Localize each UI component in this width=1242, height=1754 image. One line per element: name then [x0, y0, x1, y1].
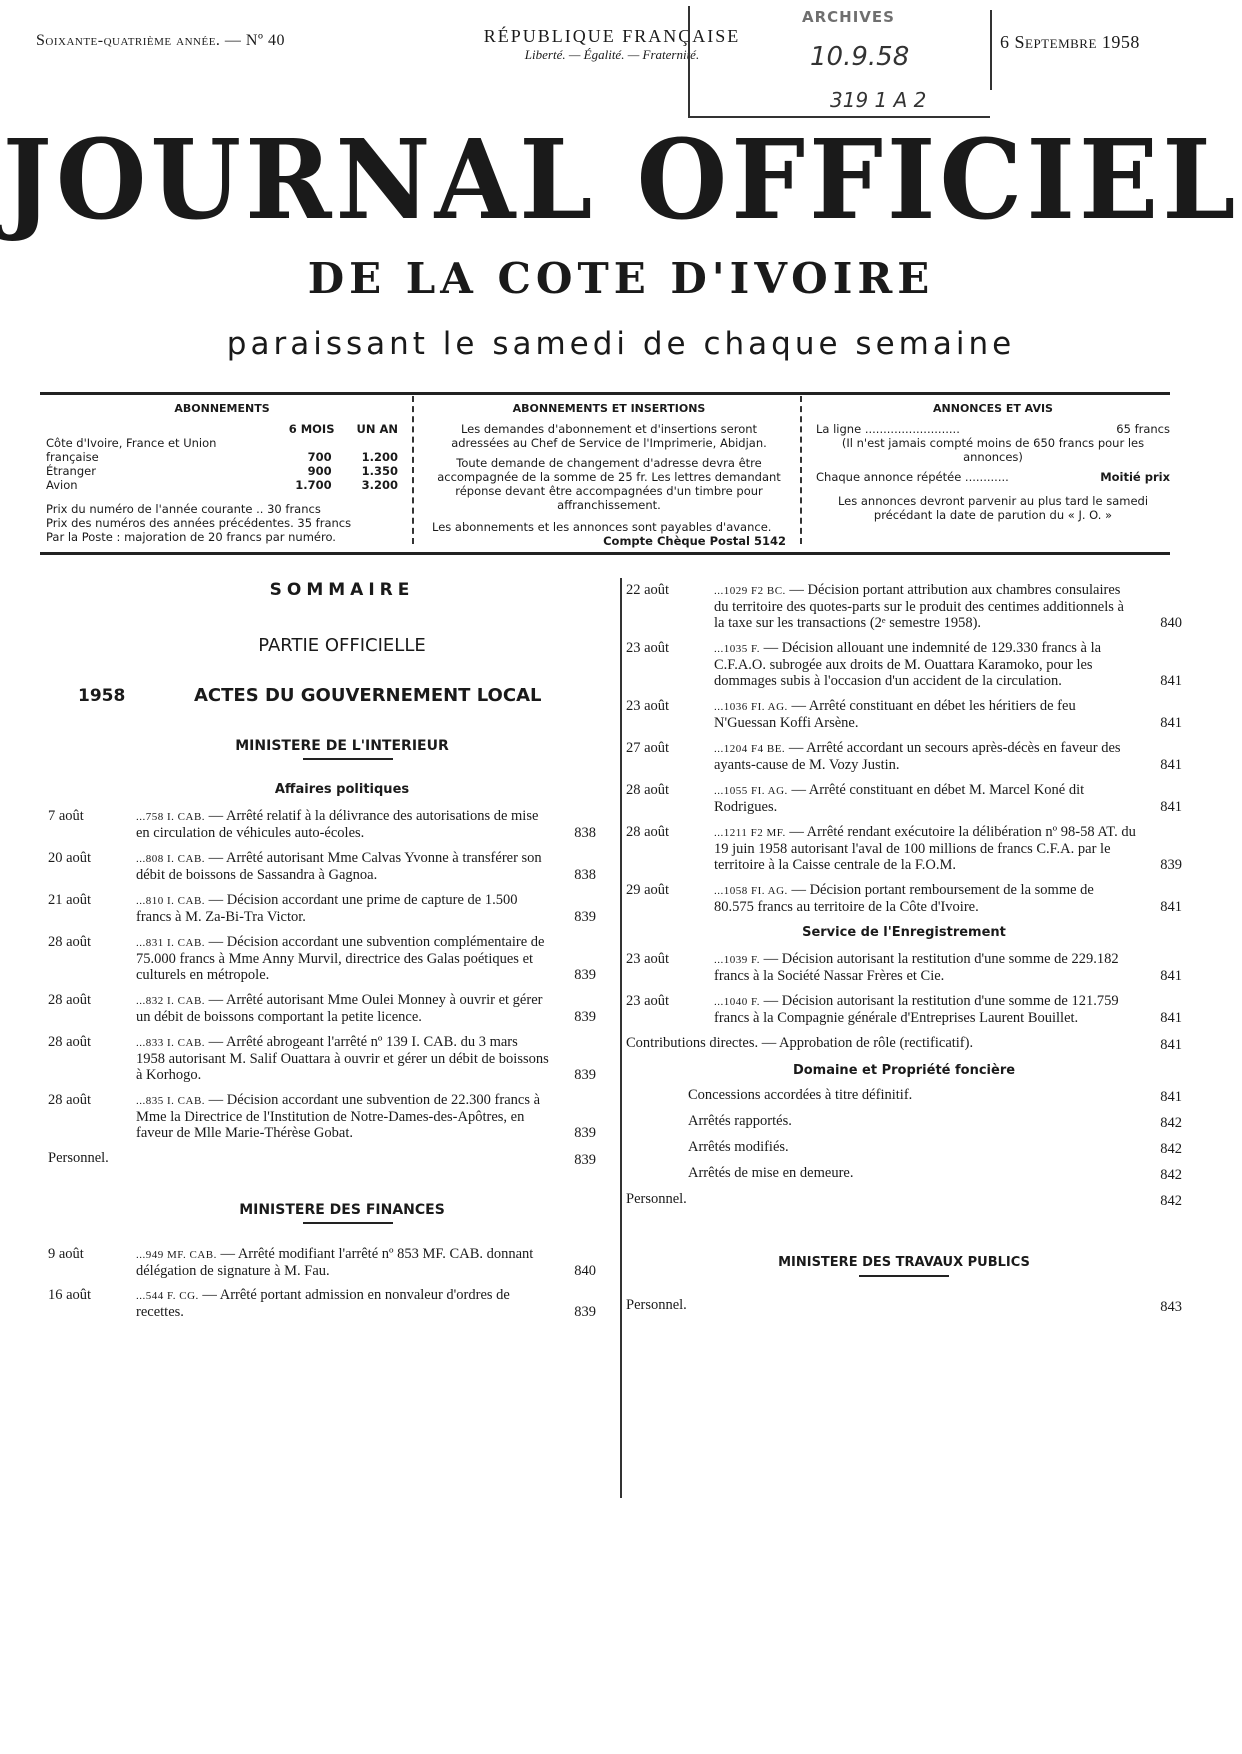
contributions-page: 841 [1160, 1037, 1182, 1053]
annonce-minimum: (Il n'est jamais compté moins de 650 francs pour les annonces) [841, 436, 1145, 464]
entry-date: 16 août [48, 1287, 92, 1303]
entry-reference: ...1035 F. [714, 643, 760, 655]
entry-text [136, 1246, 550, 1279]
entry-description: — Arrêté accordant un secours après-décès en faveur des ayants-cause de M. Vozy Justin. [714, 740, 1121, 773]
ministere-interieur: MINISTERE DE L'INTERIEUR [235, 738, 449, 754]
rate-one-year: 1.350 [361, 464, 398, 478]
republic-motto: Liberté. — Égalité. — Fraternité. [524, 47, 700, 62]
annonce-line-rate [816, 422, 1170, 436]
line-rate-value: 65 francs [1116, 422, 1170, 436]
entry-description: — Décision autorisant la restitution d'une somme de 121.759 francs à la Compagnie générale d'Entreprises Laurent Bouillet. [714, 993, 1119, 1026]
entry-reference: ...832 I. CAB. [136, 995, 206, 1007]
right-column [626, 582, 1182, 1315]
section-rule [303, 1222, 393, 1224]
entry-page: 839 [574, 909, 596, 925]
entry-date: 20 août [48, 850, 92, 866]
sommaire-entry [48, 850, 596, 883]
entry-reference: ...1029 F2 BC. [714, 585, 786, 597]
entry-description: — Arrêté modifiant l'arrêté nº 853 MF. CAB. donnant délégation de signature à M. Fau. [136, 1246, 534, 1279]
republic-name: RÉPUBLIQUE FRANÇAISE [483, 26, 741, 46]
sommaire-entry [48, 934, 596, 983]
entry-page: 838 [574, 867, 596, 883]
entry-page: 841 [1160, 799, 1182, 815]
sommaire-entry [48, 1246, 596, 1279]
domaine-page: 842 [1160, 1115, 1182, 1131]
sommaire-entry [48, 1034, 596, 1083]
entry-reference: ...1040 F. [714, 996, 760, 1008]
entry-reference: ...758 I. CAB. [136, 811, 206, 823]
entry-text [714, 740, 1136, 773]
entry-text [714, 951, 1136, 984]
sommaire-entry [626, 824, 1182, 873]
contributions-label: Contributions directes. — Approbation de rôle (rectificatif). [626, 1035, 974, 1051]
column-separator [620, 578, 622, 1498]
entry-date: 28 août [48, 934, 92, 950]
entry-description: — Arrêté relatif à la délivrance des autorisations de mise en circulation de véhicules auto-écoles. [136, 808, 539, 841]
rate-one-year: 3.200 [361, 478, 398, 492]
entry-description: — Arrêté autorisant Mme Oulei Monney à ouvrir et gérer un débit de boissons comportant la petite licence. [136, 992, 543, 1025]
entry-description: — Décision allouant une indemnité de 129.330 francs à la C.F.A.O. subrogée aux droits de M. Ouattara Karamoko, pour les dommages subis à l'occasion d'un accident de la circulation. [714, 640, 1102, 689]
domaine-item [626, 1113, 1182, 1131]
personnel-label: Personnel. [626, 1297, 687, 1313]
domaine-page: 842 [1160, 1141, 1182, 1157]
entry-text [714, 582, 1136, 631]
entry-description: — Arrêté rendant exécutoire la délibération nº 98-58 AT. du 19 juin 1958 autorisant l'aval de 100 millions de francs C.F.A. par le territoire à la Caisse centrale de la F.O.M. [714, 824, 1136, 873]
journal-frequency: paraissant le samedi de chaque semaine [226, 326, 1016, 362]
entry-page: 841 [1160, 673, 1182, 689]
rate-label: Étranger [46, 464, 96, 478]
insertions-heading: ABONNEMENTS ET INSERTIONS [512, 402, 706, 415]
insertions-payment: Les abonnements et les annonces sont payables d'avance. [432, 520, 772, 534]
entry-reference: ...835 I. CAB. [136, 1095, 206, 1107]
entry-date: 23 août [626, 993, 670, 1009]
personnel-page: 839 [574, 1152, 596, 1168]
entry-page: 839 [1160, 857, 1182, 873]
actes-heading-row [48, 685, 596, 712]
entry-page: 841 [1160, 1010, 1182, 1026]
entry-reference: ...1058 FI. AG. [714, 885, 788, 897]
entry-reference: ...831 I. CAB. [136, 937, 206, 949]
entry-date: 29 août [626, 882, 670, 898]
domaine-item [626, 1139, 1182, 1157]
edition-number: Soixante-quatrième année. — Nº 40 [36, 32, 285, 49]
entry-text [136, 1092, 550, 1141]
box-separator [800, 396, 802, 544]
entry-description: — Arrêté constituant en débet M. Marcel Koné dit Rodrigues. [714, 782, 1085, 815]
rate-row [46, 478, 398, 492]
entry-reference: ...808 I. CAB. [136, 853, 206, 865]
entry-date: 23 août [626, 698, 670, 714]
entry-page: 839 [574, 1304, 596, 1320]
annonces-box [816, 402, 1170, 522]
sommaire-entry [626, 640, 1182, 689]
domaine-label: Arrêtés rapportés. [688, 1113, 792, 1129]
entry-date: 28 août [48, 992, 92, 1008]
rate-one-year: 1.200 [361, 450, 398, 464]
entry-text [714, 882, 1136, 915]
entry-date: 23 août [626, 951, 670, 967]
sommaire-entry [626, 740, 1182, 773]
entry-reference: ...1036 FI. AG. [714, 701, 788, 713]
entry-page: 841 [1160, 715, 1182, 731]
entry-description: — Arrêté portant admission en nonvaleur d'ordres de recettes. [136, 1287, 510, 1320]
sommaire-entry [48, 1287, 596, 1320]
entry-date: 28 août [48, 1092, 92, 1108]
abonnements-columns [46, 422, 398, 436]
entry-date: 23 août [626, 640, 670, 656]
repeat-label: Chaque annonce répétée ............ [816, 470, 1009, 484]
section-rule [859, 1275, 949, 1277]
entry-date: 9 août [48, 1246, 84, 1262]
entry-reference: ...1211 F2 MF. [714, 827, 786, 839]
interieur-entries [48, 808, 596, 1141]
entry-date: 22 août [626, 582, 670, 598]
entry-reference: ...810 I. CAB. [136, 895, 206, 907]
abonnements-heading: ABONNEMENTS [174, 402, 270, 415]
enregistrement-heading: Service de l'Enregistrement [802, 925, 1006, 940]
entry-page: 839 [574, 967, 596, 983]
personnel-label: Personnel. [48, 1150, 109, 1166]
domaine-label: Arrêtés modifiés. [688, 1139, 789, 1155]
entry-date: 27 août [626, 740, 670, 756]
entry-date: 28 août [626, 782, 670, 798]
sommaire-entry [626, 993, 1182, 1026]
partie-officielle: PARTIE OFFICIELLE [258, 635, 426, 656]
line-rate-label: La ligne .......................... [816, 422, 960, 436]
sommaire-entry [48, 992, 596, 1025]
entry-reference: ...1204 F4 BE. [714, 743, 786, 755]
domaine-item [626, 1087, 1182, 1105]
entry-page: 839 [574, 1125, 596, 1141]
sommaire-entry [626, 951, 1182, 984]
rate-label: Côte d'Ivoire, France et Union française [46, 436, 217, 464]
rate-row [46, 436, 398, 464]
entry-text [136, 808, 550, 841]
entry-description: — Arrêté autorisant Mme Calvas Yvonne à transférer son débit de boissons de Sassandra à Gagnoa. [136, 850, 542, 883]
annonce-repeat [816, 470, 1170, 484]
sommaire-entry [626, 882, 1182, 915]
insertions-change-address: Toute demande de changement d'adresse devra être accompagnée de la somme de 25 fr. Les lettres demandant réponse devant être accompagnées d'un timbre pour affranchissement. [437, 456, 781, 512]
entry-description: — Décision portant remboursement de la somme de 80.575 francs au territoire de la Côte d'Ivoire. [714, 882, 1094, 915]
entry-description: — Décision accordant une subvention complémentaire de 75.000 francs à Mme Anny Murvil, directrice des Galas poétiques et culturels en métropole. [136, 934, 545, 983]
contributions-entry [626, 1035, 1182, 1053]
price-note-3: Par la Poste : majoration de 20 francs par numéro. [46, 530, 336, 544]
entry-date: 21 août [48, 892, 92, 908]
left-column [48, 582, 596, 1328]
domaine-page: 842 [1160, 1167, 1182, 1183]
personnel-entry [626, 1191, 1182, 1209]
domaine-page: 841 [1160, 1089, 1182, 1105]
personnel-label: Personnel. [626, 1191, 687, 1207]
entry-reference: ...1055 FI. AG. [714, 785, 788, 797]
repeat-value: Moitié prix [1100, 470, 1170, 484]
affaires-politiques: Affaires politiques [274, 782, 410, 797]
sommaire-entry [48, 1092, 596, 1141]
entry-page: 839 [574, 1067, 596, 1083]
entry-page: 841 [1160, 757, 1182, 773]
sommaire-entry [48, 892, 596, 925]
entry-text [136, 1034, 550, 1083]
rate-six-months: 1.700 [295, 478, 332, 492]
price-note-1: Prix du numéro de l'année courante .. 30 francs [46, 502, 321, 516]
insertions-ccp: Compte Chèque Postal 5142 [603, 534, 786, 548]
rate-values [295, 478, 398, 492]
sommaire-heading: SOMMAIRE [269, 580, 415, 600]
entry-text [136, 1287, 550, 1320]
annonces-heading: ANNONCES ET AVIS [933, 402, 1053, 415]
rate-six-months: 700 [307, 450, 332, 464]
abonnements-box [46, 402, 398, 544]
abonnements-rates [46, 436, 398, 492]
ministere-finances: MINISTERE DES FINANCES [239, 1202, 445, 1218]
domaine-heading: Domaine et Propriété foncière [792, 1063, 1016, 1078]
archive-stamp [688, 6, 990, 118]
actes-year: 1958 [78, 686, 126, 706]
personnel-entry [48, 1150, 596, 1168]
domaine-label: Arrêtés de mise en demeure. [688, 1165, 854, 1181]
entry-reference: ...949 MF. CAB. [136, 1249, 217, 1261]
header-rule-bottom [40, 552, 1170, 555]
entry-description: — Décision autorisant la restitution d'une somme de 229.182 francs à la Société Nassar Frères et Cie. [714, 951, 1119, 984]
entry-text [136, 892, 550, 925]
entry-description: — Décision portant attribution aux chambres consulaires du territoire des quotes-parts sur le produit des centimes additionnels à la taxe sur les transactions (2ᵉ semestre 1958). [714, 582, 1124, 631]
entry-date: 28 août [626, 824, 670, 840]
entry-text [714, 824, 1136, 873]
entry-text [714, 640, 1136, 689]
sommaire-entry [626, 698, 1182, 731]
price-note-2: Prix des numéros des années précédentes. 35 francs [46, 516, 352, 530]
publication-date: 6 Septembre 1958 [1000, 32, 1140, 52]
insertions-address: Les demandes d'abonnement et d'insertions seront adressées au Chef de Service de l'Imprimerie, Abidjan. [451, 422, 767, 450]
stamp-top: ARCHIVES [802, 8, 895, 26]
rate-label: Avion [46, 478, 78, 492]
finances-entries [48, 1246, 596, 1320]
domaine-label: Concessions accordées à titre définitif. [688, 1087, 913, 1103]
rate-row [46, 464, 398, 478]
ministere-travaux-publics: MINISTERE DES TRAVAUX PUBLICS [778, 1255, 1030, 1270]
entry-text [136, 934, 550, 983]
entry-page: 841 [1160, 899, 1182, 915]
personnel-page: 842 [1160, 1193, 1182, 1209]
domaine-items [626, 1087, 1182, 1183]
entry-text [714, 782, 1136, 815]
entry-page: 839 [574, 1009, 596, 1025]
entry-page: 841 [1160, 968, 1182, 984]
entry-text [714, 993, 1136, 1026]
stamp-ref: 319 1 A 2 [830, 88, 927, 112]
personnel-entry [626, 1297, 1182, 1315]
entry-text [714, 698, 1136, 731]
entry-description: — Décision accordant une subvention de 22.300 francs à Mme la Directrice de l'Institution de Notre-Dames-des-Apôtres, en faveur de Mlle Marie-Thérèse Gobat. [136, 1092, 541, 1141]
domaine-item [626, 1165, 1182, 1183]
rate-six-months: 900 [307, 464, 332, 478]
entry-date: 28 août [48, 1034, 92, 1050]
entry-reference: ...544 F. CG. [136, 1290, 199, 1302]
rate-values [308, 464, 398, 478]
entry-reference: ...1039 F. [714, 954, 760, 966]
enregistrement-entries [626, 951, 1182, 1026]
journal-title: JOURNAL OFFICIEL [2, 114, 1240, 245]
box-separator [412, 396, 414, 544]
entry-page: 838 [574, 825, 596, 841]
entry-date: 7 août [48, 808, 84, 824]
entry-description: — Arrêté constituant en débet les héritiers de feu N'Guessan Koffi Arsène. [714, 698, 1076, 731]
entry-text [136, 850, 550, 883]
entry-page: 840 [574, 1263, 596, 1279]
personnel-page: 843 [1160, 1299, 1182, 1315]
col-six-months: 6 MOIS [288, 422, 335, 436]
sommaire-entry [626, 582, 1182, 631]
finances-entries-continued [626, 582, 1182, 915]
stamp-divider [990, 10, 992, 90]
header-rule [40, 392, 1170, 395]
entry-page: 840 [1160, 615, 1182, 631]
col-one-year: UN AN [356, 422, 398, 436]
insertions-box [432, 402, 786, 548]
actes-heading: ACTES DU GOUVERNEMENT LOCAL [194, 685, 542, 706]
rate-values [308, 450, 398, 464]
entry-reference: ...833 I. CAB. [136, 1037, 206, 1049]
journal-subtitle: DE LA COTE D'IVOIRE [307, 254, 935, 303]
entry-text [136, 992, 550, 1025]
annonce-deadline: Les annonces devront parvenir au plus tard le samedi précédant la date de parution du « J. O. » [837, 494, 1149, 522]
entry-description: — Décision accordant une prime de capture de 1.500 francs à M. Za-Bi-Tra Victor. [136, 892, 518, 925]
entry-description: — Arrêté abrogeant l'arrêté nº 139 I. CAB. du 3 mars 1958 autorisant M. Salif Ouattara à ouvrir et gérer un débit de boissons à Korhogo. [136, 1034, 549, 1083]
sommaire-entry [48, 808, 596, 841]
sommaire-entry [626, 782, 1182, 815]
section-rule [303, 758, 393, 760]
stamp-date: 10.9.58 [810, 42, 910, 72]
